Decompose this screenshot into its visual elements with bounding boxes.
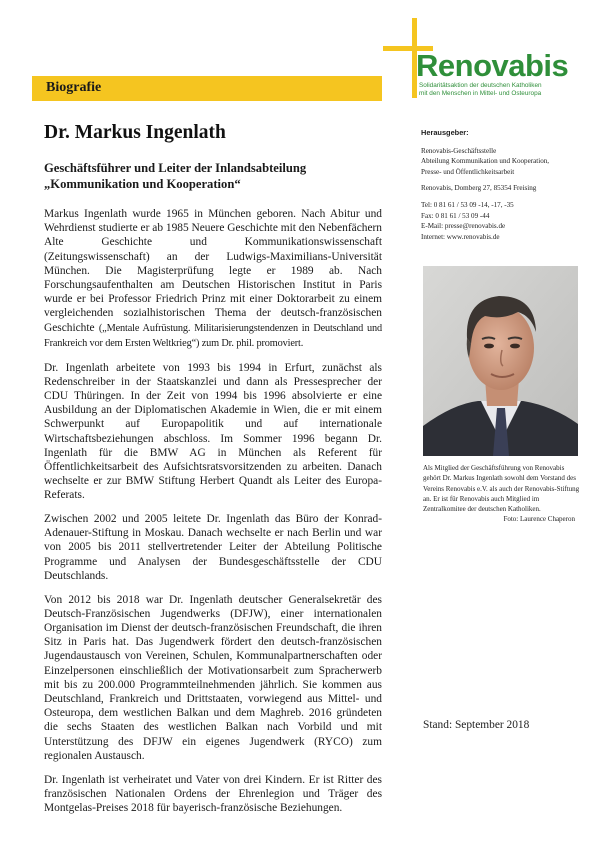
publisher-org-line-2: Abteilung Kommunikation und Kooperation, [421, 157, 550, 166]
biography-paragraph-5: Dr. Ingenlath ist verheiratet und Vater von drei Kindern. Er ist Ritter des französischen Nationalen Ordens der Ehrenlegion und Träger des Montgelas-Preises 2018 für bayerisch-französische Beziehungen. [44, 773, 382, 814]
publisher-tel: Tel: 0 81 61 / 53 09 -14, -17, -35 [421, 200, 514, 209]
publisher-address-line: Renovabis, Domberg 27, 85354 Freising [421, 184, 537, 193]
publisher-label: Herausgeber: [421, 128, 469, 137]
logo-tagline-line-2: mit den Menschen in Mittel- und Osteuropa [419, 90, 542, 97]
publisher-info [421, 128, 581, 248]
subtitle-line-1: Geschäftsführer und Leiter der Inlandsabteilung [44, 161, 307, 175]
publisher-fax: Fax: 0 81 61 / 53 09 -44 [421, 211, 490, 220]
photo-credit: Foto: Laurence Chaperon [503, 515, 575, 524]
biography-paragraph-2: Dr. Ingenlath arbeitete von 1993 bis 1994 in Erfurt, zunächst als Redenschreiber in der Staatskanzlei und dann als Pressesprecher der CDU Thüringen. In der Zeit von 1994 bis 1996 absolvierte er eine Ausbildung an der Diplomatischen Akademie in Wien, die er mit einem Schwerpunkt auf Europapolitik und auf internationale Wirtschaftsbeziehungen abschloss. Im Sommer 1996 begann Dr. Ingenlath für die BMW AG in München als Referent für Öffentlichkeitsarbeit des Aufsichtsratsvorsitzenden zu arbeiten. Danach wechselte er zur BMW Stiftung Herbert Quandt als Leiter des Europa-Referats. [44, 361, 382, 502]
logo-tagline [419, 82, 589, 98]
publisher-organization [421, 146, 581, 178]
subtitle [44, 160, 384, 192]
photo-caption [423, 463, 583, 525]
paragraph-1-text: Markus Ingenlath wurde 1965 in München geboren. Nach Abitur und Wehrdienst studierte er ab 1985 Neuere Geschichte mit den Nebenfächern Alte Geschichte und Kommunikationswissenschaft (Zeitungswissenschaft) an der Ludwigs-Maximilians-Universität München. Die Magisterprüfung legte er 1989 ab. Nach Forschungsaufenthalten am Deutschen Historischen Institut in Paris wurde er bei Professor Friedrich Prinz mit einer Doktorarbeit zu einem vergleichenden sozialhistorischen Thema der deutsch-französischen Geschichte [44, 208, 382, 334]
section-label: Biografie [46, 80, 102, 95]
publisher-email[interactable]: E-Mail: presse@renovabis.de [421, 222, 506, 231]
dissertation-title: („Mentale Aufrüstung. Militarisierungstendenzen in Deutschland und Frankreich vor dem Ersten Weltkrieg“) zum Dr. phil. promoviert. [44, 322, 382, 349]
page-title: Dr. Markus Ingenlath [44, 122, 226, 143]
caption-text: Als Mitglied der Geschäftsführung von Renovabis gehört Dr. Markus Ingenlath sowohl dem Vorstand des Vereins Renovabis e.V. als auch der Renovabis-Stiftung an. Er ist für Renovabis auch Mitglied im Zentralkomitee der deutschen Katholiken. [423, 464, 580, 514]
publisher-org-line-3: Presse- und Öffentlichkeitsarbeit [421, 167, 515, 176]
publisher-contact [421, 200, 581, 242]
biography-paragraph-4: Von 2012 bis 2018 war Dr. Ingenlath deutscher Generalsekretär des Deutsch-Französischen Jugendwerks (DFJW), einer internationalen Organisation im Dienst der deutsch-französischen Freundschaft, die ihren Sitz in Paris hat. Das Jugendwerk fördert den deutsch-französischen Jugendaustausch von Vereinen, Schulen, Kommunalpartnerschaften oder Einzelpersonen einschließlich der Motivationsarbeit zum Spracherwerb mit bis zu 200.000 Programmteilnehmenden jährlich. Sie kommen aus Deutschland, Frankreich und Drittstaaten, vorwiegend aus Mittel- und Osteuropa, dem westlichen Balkan und dem Maghreb. 2016 gründeten die sechs Staaten des westlichen Balkan nach Vorbild und mit Unterstützung des DFJW ein eigenes Jugendwerk (RYCO) zum regionalen Austausch. [44, 593, 382, 762]
biography-paragraph-1 [44, 207, 382, 351]
status-date: Stand: September 2018 [423, 719, 530, 731]
biography-paragraph-3: Zwischen 2002 und 2005 leitete Dr. Ingenlath das Büro der Konrad-Adenauer-Stiftung in Moskau. Danach wechselte er nach Berlin und war von 2005 bis 2011 stellvertretender Leiter der Abteilung Politische Programme und Analysen der Bundesgeschäftsstelle der CDU Deutschlands. [44, 513, 382, 582]
biography-body [44, 207, 382, 825]
publisher-org-line-1: Renovabis-Geschäftsstelle [421, 146, 497, 155]
logo-tagline-line-1: Solidaritätsaktion der deutschen Katholiken [419, 82, 542, 89]
portrait-photo [423, 266, 578, 456]
logo-wordmark: Renovabis [416, 48, 569, 83]
subtitle-line-2: „Kommunikation und Kooperation“ [44, 177, 241, 191]
publisher-website[interactable]: Internet: www.renovabis.de [421, 232, 500, 241]
publisher-address [421, 183, 581, 194]
